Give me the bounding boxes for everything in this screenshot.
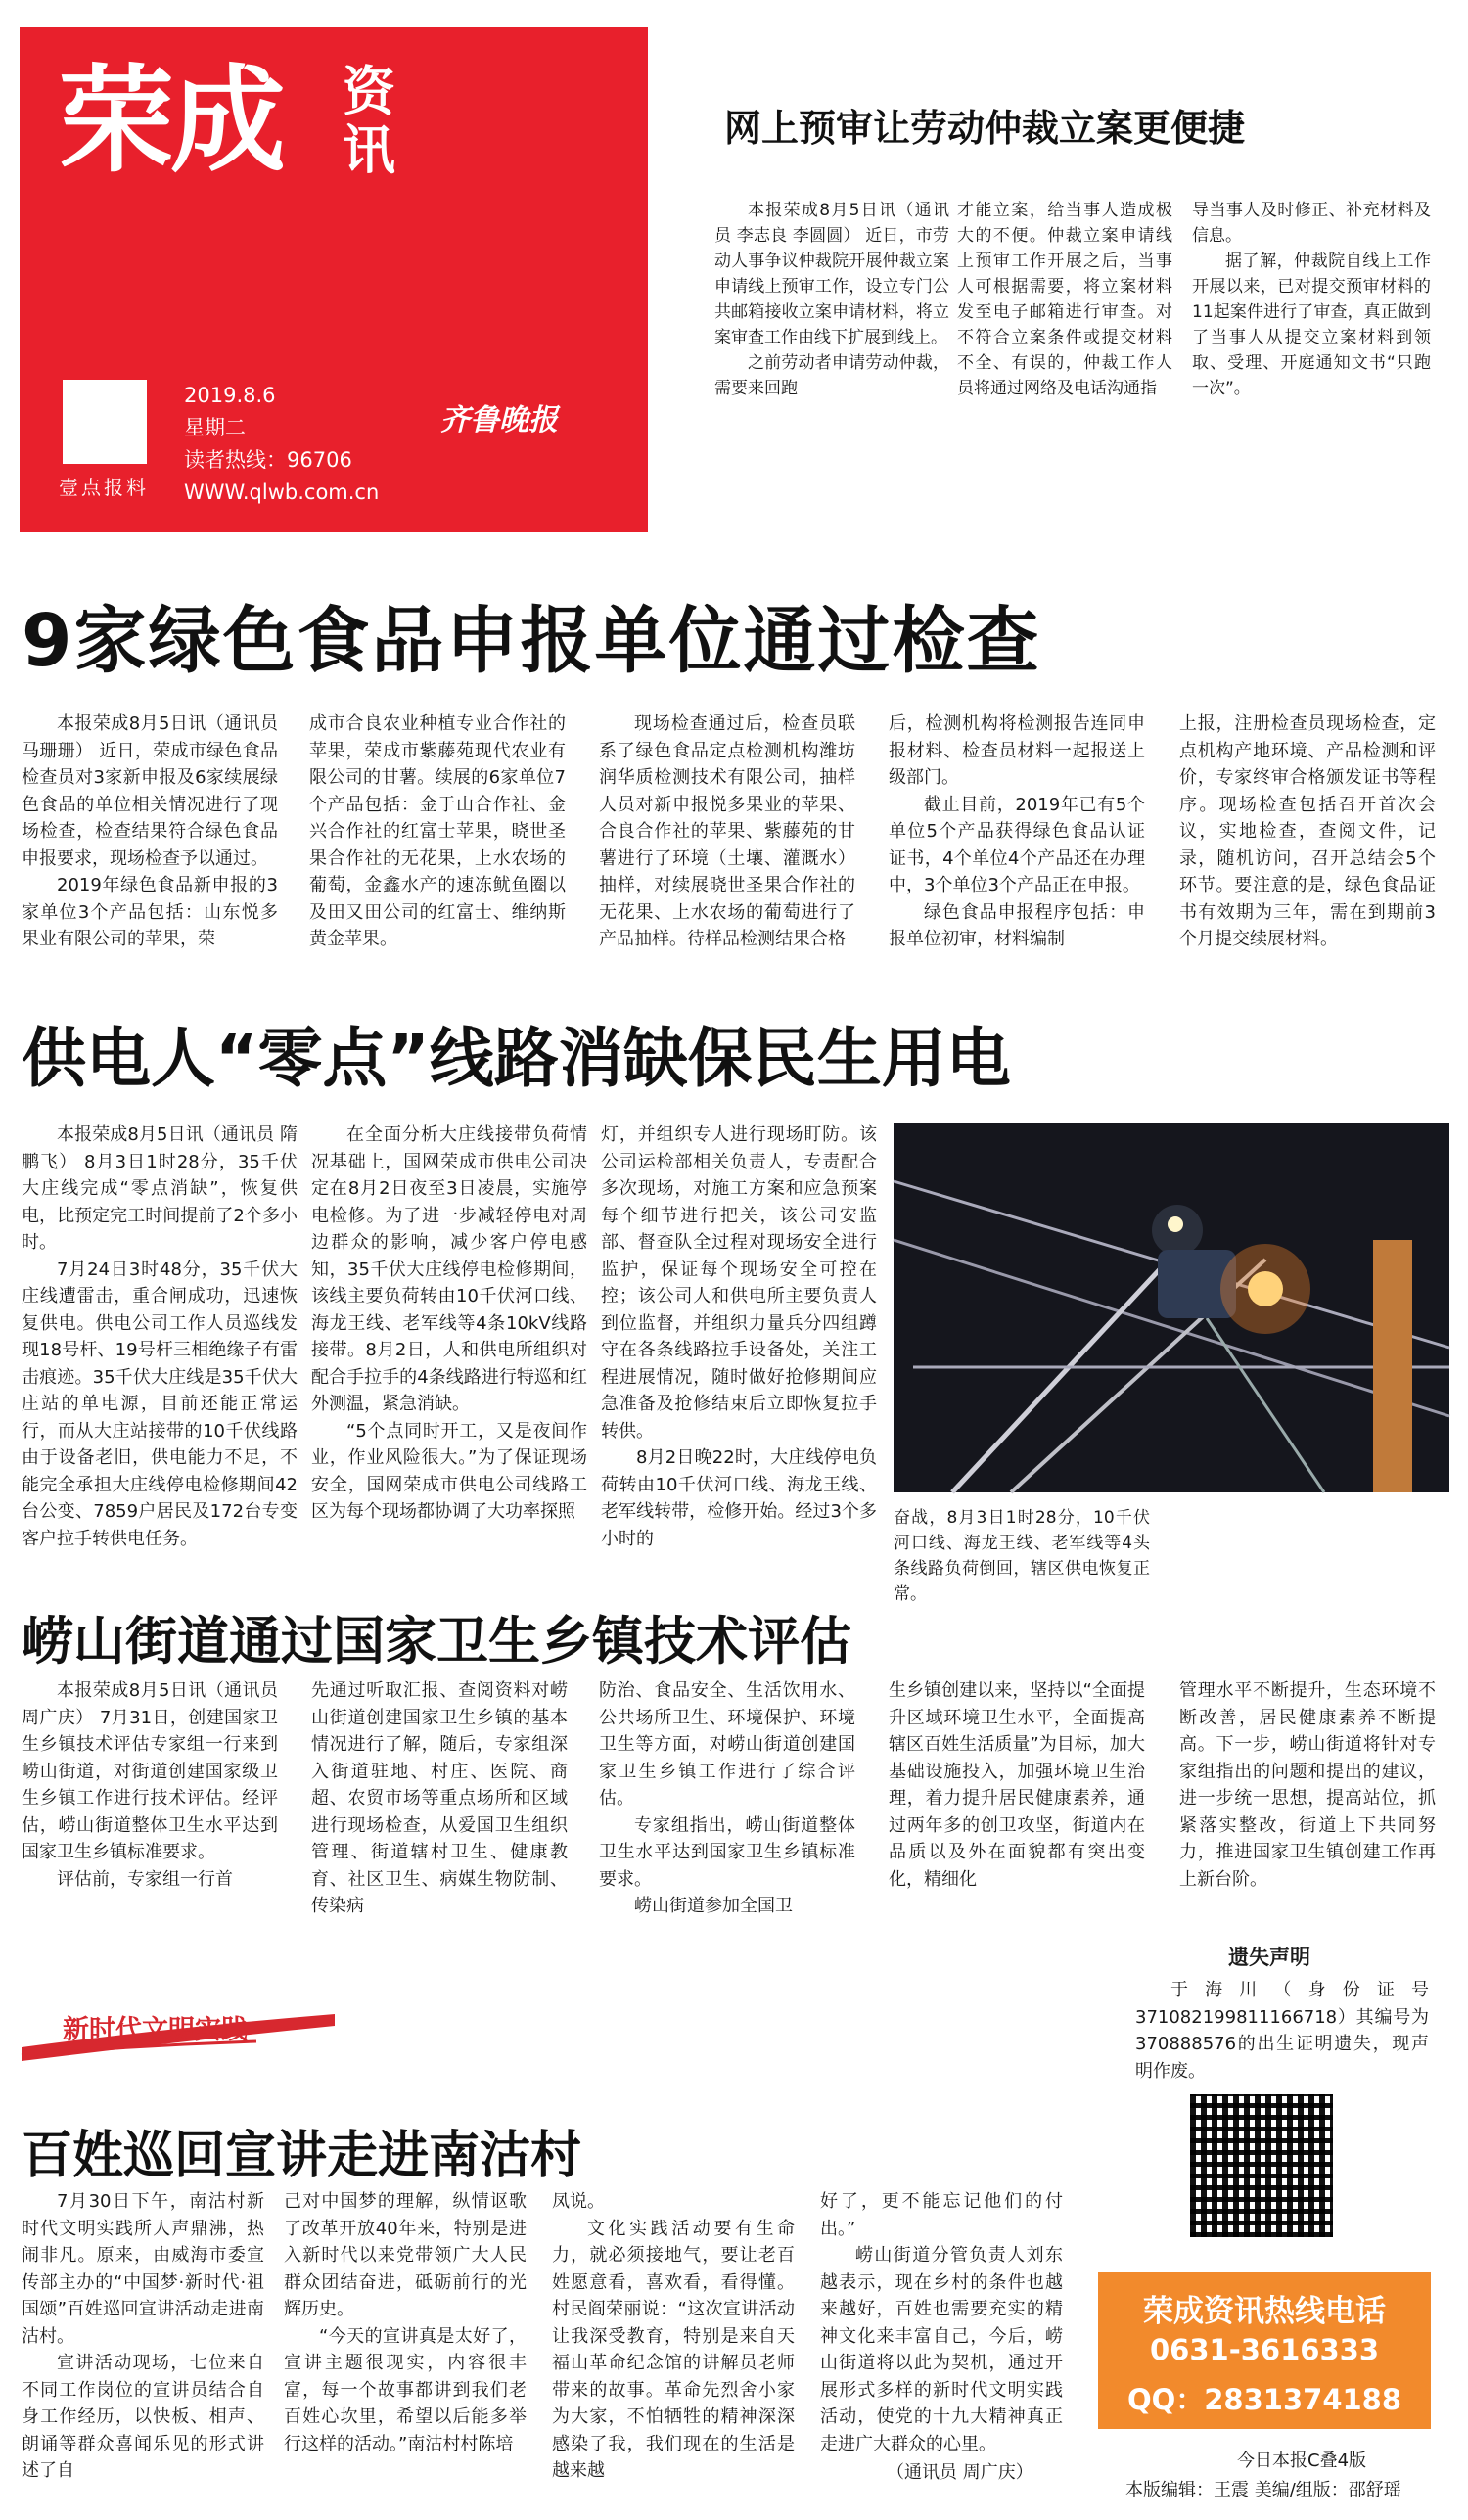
hotline-box (1098, 2272, 1431, 2429)
civilization-banner (22, 2008, 335, 2061)
hotline-title: 荣成资讯热线电话 (1143, 2294, 1386, 2329)
masthead (20, 27, 648, 532)
paragraph: 7月24日3时48分，35千伏大庄线遭雷击，重合闸成功，迅速恢复供电。供电公司工作人员巡线发现18号杆、19号杆三相绝缘子有雷击痕迹。35千伏大庄线是35千伏大庄站的单电源，目前还能正常运行，而从大庄站接带的10千伏线路由于设备老旧，供电能力不足，不能完全承担大庄线停电检修期间42台公变、7859户居民及172台专变客户拉手转供电任务。 (22, 1259, 298, 1549)
paragraph: 在全面分析大庄线接带负荷情况基础上，国网荣成市供电公司决定在8月2日夜至3日凌晨，实施停电检修。为了进一步减轻停电对周边群众的影响，减少客户停电感知，35千伏大庄线停电检修期间，该线主要负荷转由10千伏河口线、海龙王线、老军线等4条10kV线路接带。8月2日，人和供电所组织对配合手拉手的4条线路进行特巡和红外测温，紧急消缺。 (311, 1124, 587, 1414)
paragraph: 绿色食品申报程序包括：申报单位初审，材料编制 (889, 901, 1145, 949)
photo-caption-left (894, 1505, 1150, 1604)
article1-title: 网上预审让劳动仲裁立案更便捷 (724, 107, 1246, 150)
paragraph: 灯，并组织专人进行现场盯防。该公司运检部相关负责人，专责配合多次现场，对施工方案和应急预案每个细节进行把关，该公司安监部、督查队全过程对现场安全进行监护，保证每个现场安全可控在控；该公司人和供电所主要负责人到位监督，并组织力量兵分四组蹲守在各条线路拉手设备处，关注工程进展情况，随时做好抢修期间应急准备及抢修结束后立即恢复拉手转供。 (601, 1124, 877, 1442)
article2-col4 (889, 710, 1145, 967)
article2-col5 (1179, 710, 1436, 967)
paragraph: 专家组指出，崂山街道整体卫生水平达到国家卫生乡镇标准要求。 (599, 1814, 855, 1890)
paragraph: 据了解，仲裁院自线上工作开展以来，已对提交预审材料的11起案件进行了审查，真正做到了当事人从提交立案材料到领取、受理、开庭通知文书“只跑一次”。 (1192, 252, 1431, 398)
notice-title: 遗失声明 (1228, 1946, 1310, 1969)
paragraph: 崂山街道分管负责人刘东越表示，现在乡村的条件也越来越好，百姓也需要充实的精神文化来丰富自己，今后，崂山街道将以此为契机，通过开展形式多样的新时代文明实践活动，使党的十九大精神真正走进广大群众的心里。 (820, 2245, 1063, 2454)
hotline-phone: 0631-3616333 (1150, 2333, 1379, 2366)
paragraph: 管理水平不断提升，生态环境不断改善，居民健康素养不断提高。下一步，崂山街道将针对专家组指出的问题和提出的建议，进一步统一思想，提高站位，抓紧落实整改，街道上下共同努力，推进国家卫生镇创建工作再上新台阶。 (1179, 1680, 1436, 1890)
article3-col1 (22, 1122, 298, 1574)
paragraph: 本报荣成8月5日讯（通讯员 周广庆） 7月31日，创建国家卫生乡镇技术评估专家组一行来到崂山街道，对街道创建国家级卫生乡镇工作进行技术评估。经评估，崂山街道整体卫生水平达到国家卫生乡镇标准要求。 (22, 1680, 278, 1862)
hotline-qq: QQ：2831374188 (1126, 2383, 1402, 2416)
masthead-logo: 荣成 (59, 53, 283, 188)
article4-col4 (889, 1677, 1145, 1971)
paragraph: 本报荣成8月5日讯（通讯员 李志良 李圆圆） 近日，市劳动人事争议仲裁院开展仲裁立案申请线上预审工作，设立专门公共邮箱接收立案申请材料，将立案审查工作由线下扩展到线上。 (714, 201, 949, 347)
news-photo-electric-repair (894, 1123, 1449, 1492)
paragraph: 8月2日晚22时，大庄线停电负荷转由10千伏河口线、海龙王线、老军线转带，检修开始。经过3个多小时的 (601, 1447, 877, 1549)
paragraph: 2019年绿色食品新申报的3家单位3个产品包括：山东悦多果业有限公司的苹果，荣 (22, 875, 278, 949)
article5-col2 (284, 2188, 527, 2482)
photo-illustration (894, 1123, 1449, 1492)
notice-body (1135, 1977, 1429, 2085)
paragraph: 评估前，专家组一行首 (57, 1868, 233, 1890)
paragraph: 才能立案，给当事人造成极大的不便。仲裁立案申请线上预审工作开展之后，当事人可根据需要，将立案材料发至电子邮箱进行审查。对不符合立案条件或提交材料不全、有误的，仲裁工作人员将通过网络及电话沟通指 (957, 201, 1172, 398)
masthead-logo-side: 资讯 (343, 61, 395, 181)
edition-note: 今日本报C叠4版 (1237, 2451, 1367, 2471)
banner-label: 新时代文明实践 (63, 2015, 248, 2045)
paragraph: 凤说。 (552, 2191, 605, 2212)
paragraph: 于海川（身份证号371082199811166718）其编号为370888576的出生证明遗失，现声明作废。 (1135, 1980, 1429, 2082)
paragraph: 先通过听取汇报、查阅资料对崂山街道创建国家卫生乡镇的基本情况进行了解，随后，专家组深入街道驻地、村庄、医院、商超、农贸市场等重点场所和区域进行现场检查，从爱国卫生组织管理、街道辖村卫生、健康教育、社区卫生、病媒生物防制、传染病 (311, 1680, 568, 1916)
paragraph: 7月30日下午，南沽村新时代文明实践所人声鼎沸，热闹非凡。原来，由威海市委宣传部主办的“中国梦·新时代·祖国颂”百姓巡回宣讲活动走进南沽村。 (22, 2191, 264, 2347)
article5-col4 (820, 2188, 1063, 2454)
paragraph: 导当事人及时修正、补充材料及信息。 (1192, 201, 1431, 246)
paragraph: 文化实践活动要有生命力，就必须接地气，要让老百姓愿意看，喜欢看，看得懂。村民阎荣丽说：“这次宣讲活动让我深受教育，特别是来自天福山革命纪念馆的讲解员老师带来的故事。革命先烈舍小家为大家，不怕牺牲的精神深深感染了我，我们现在的生活是越来越 (552, 2218, 795, 2481)
article5-byline: （通讯员 周广庆） (887, 2462, 1033, 2483)
reader-hotline: 读者热线：96706 (184, 448, 352, 472)
article4-col2 (311, 1677, 568, 1971)
editor-credits: 本版编辑：王震 美编/组版：邵舒瑶 (1125, 2480, 1401, 2500)
article2-col3 (599, 710, 855, 967)
paragraph: 生乡镇创建以来，坚持以“全面提升区域环境卫生水平，全面提高辖区百姓生活质量”为目标，加大基础设施投入，加强环境卫生治理，着力提升居民健康素养，通过两年多的创卫攻坚，街道内在品质以及外在面貌都有突出变化，精细化 (889, 1680, 1145, 1890)
paragraph: “今天的宣讲真是太好了，宣讲主题很现实，内容很丰富，每一个故事都讲到我们老百姓心坎里，希望以后能多举行这样的活动。”南沽村村陈培 (284, 2325, 527, 2454)
qr-code-icon[interactable] (63, 380, 147, 464)
article1-col2 (957, 198, 1172, 452)
paragraph: 后，检测机构将检测报告连同申报材料、检查员材料一起报送上级部门。 (889, 713, 1145, 788)
article4-col3 (599, 1677, 855, 1971)
article3-title: 供电人“零点”线路消缺保民生用电 (22, 1021, 1011, 1096)
paragraph: 现场检查通过后，检查员联系了绿色食品定点检测机构潍坊润华质检测技术有限公司，抽样人员对新申报悦多果业的苹果、合良合作社的苹果、紫藤苑的甘薯进行了环境（土壤、灌溉水）抽样，对续展晓世圣果合作社的无花果、上水农场的葡萄进行了产品抽样。待样品检测结果合格 (599, 713, 855, 949)
paper-name-logo: 齐鲁晚报 (440, 403, 558, 437)
paragraph: 本报荣成8月5日讯（通讯员 马珊珊） 近日，荣成市绿色食品检查员对3家新申报及6家续展绿色食品的单位相关情况进行了现场检查，检查结果符合绿色食品申报要求，现场检查予以通过。 (22, 713, 278, 869)
article5-title: 百姓巡回宣讲走进南沽村 (22, 2127, 582, 2185)
paragraph: 成市合良农业种植专业合作社的苹果，荣成市紫藤苑现代农业有限公司的甘薯。续展的6家单位7个产品包括：金于山合作社、金兴合作社的红富士苹果，晓世圣果合作社的无花果，上水农场的葡萄，金鑫水产的速冻鱿鱼圈以及田又田公司的红富士、维纳斯黄金苹果。 (309, 713, 566, 949)
paragraph: 己对中国梦的理解，纵情讴歌了改革开放40年来，特别是进入新时代以来党带领广大人民群众团结奋进，砥砺前行的光辉历史。 (284, 2191, 527, 2319)
qr-label: 壹点报料 (59, 476, 149, 499)
article3-col3 (601, 1122, 877, 1574)
article2-title: 9家绿色食品申报单位通过检查 (22, 599, 1041, 683)
article4-col5 (1179, 1677, 1436, 1942)
article5-col3 (552, 2188, 795, 2482)
paragraph: 上报，注册检查员现场检查，定点机构产地环境、产品检测和评价，专家终审合格颁发证书等程序。现场检查包括召开首次会议，实地检查，查阅文件，记录，随机访问，召开总结会5个环节。要注意的是，绿色食品证书有效期为三年，需在到期前3个月提交续展材料。 (1179, 713, 1436, 949)
article2-col2 (309, 710, 566, 967)
article1-col1 (714, 198, 949, 442)
article2-col1 (22, 710, 278, 967)
article4-title: 崂山街道通过国家卫生乡镇技术评估 (22, 1612, 851, 1672)
masthead-info (184, 380, 379, 509)
paragraph: 本报荣成8月5日讯（通讯员 隋鹏飞） 8月3日1时28分，35千伏大庄线完成“零点消缺”，恢复供电，比预定完工时间提前了2个多小时。 (22, 1124, 298, 1253)
paragraph: “5个点同时开工，又是夜间作业，作业风险很大。”为了保证现场安全，国网荣成市供电公司线路工区为每个现场都协调了大功率探照 (311, 1420, 587, 1522)
article3-col2 (311, 1122, 587, 1574)
photo-caption: 奋战，8月3日1时28分，10千伏河口线、海龙王线、老军线等4头条线路负荷倒回，辖区供电恢复正常。 (894, 1508, 1150, 1604)
paragraph: 防治、食品安全、生活饮用水、公共场所卫生、环境保护、环境卫生等方面，对崂山街道创建国家卫生乡镇工作进行了综合评估。 (599, 1680, 855, 1809)
qr-code-icon[interactable] (1190, 2094, 1333, 2237)
paragraph: 崂山街道参加全国卫 (634, 1896, 793, 1916)
paragraph: 好了，更不能忘记他们的付出。” (820, 2191, 1063, 2239)
website-link[interactable]: WWW.qlwb.com.cn (184, 481, 380, 504)
article1-col3 (1192, 198, 1431, 442)
paragraph: 之前劳动者申请劳动仲裁，需要来回跑 (714, 353, 949, 398)
issue-date: 2019.8.6 (184, 384, 276, 407)
article4-col1 (22, 1677, 278, 1971)
issue-weekday: 星期二 (184, 416, 246, 439)
article5-col1 (22, 2188, 264, 2482)
paragraph: 截止目前，2019年已有5个单位5个产品获得绿色食品认证证书，4个单位4个产品还在办理中，3个单位3个产品正在申报。 (889, 794, 1145, 895)
paragraph: 宣讲活动现场，七位来自不同工作岗位的宣讲员结合自身工作经历，以快板、相声、朗诵等群众喜闻乐见的形式讲述了自 (22, 2353, 264, 2481)
